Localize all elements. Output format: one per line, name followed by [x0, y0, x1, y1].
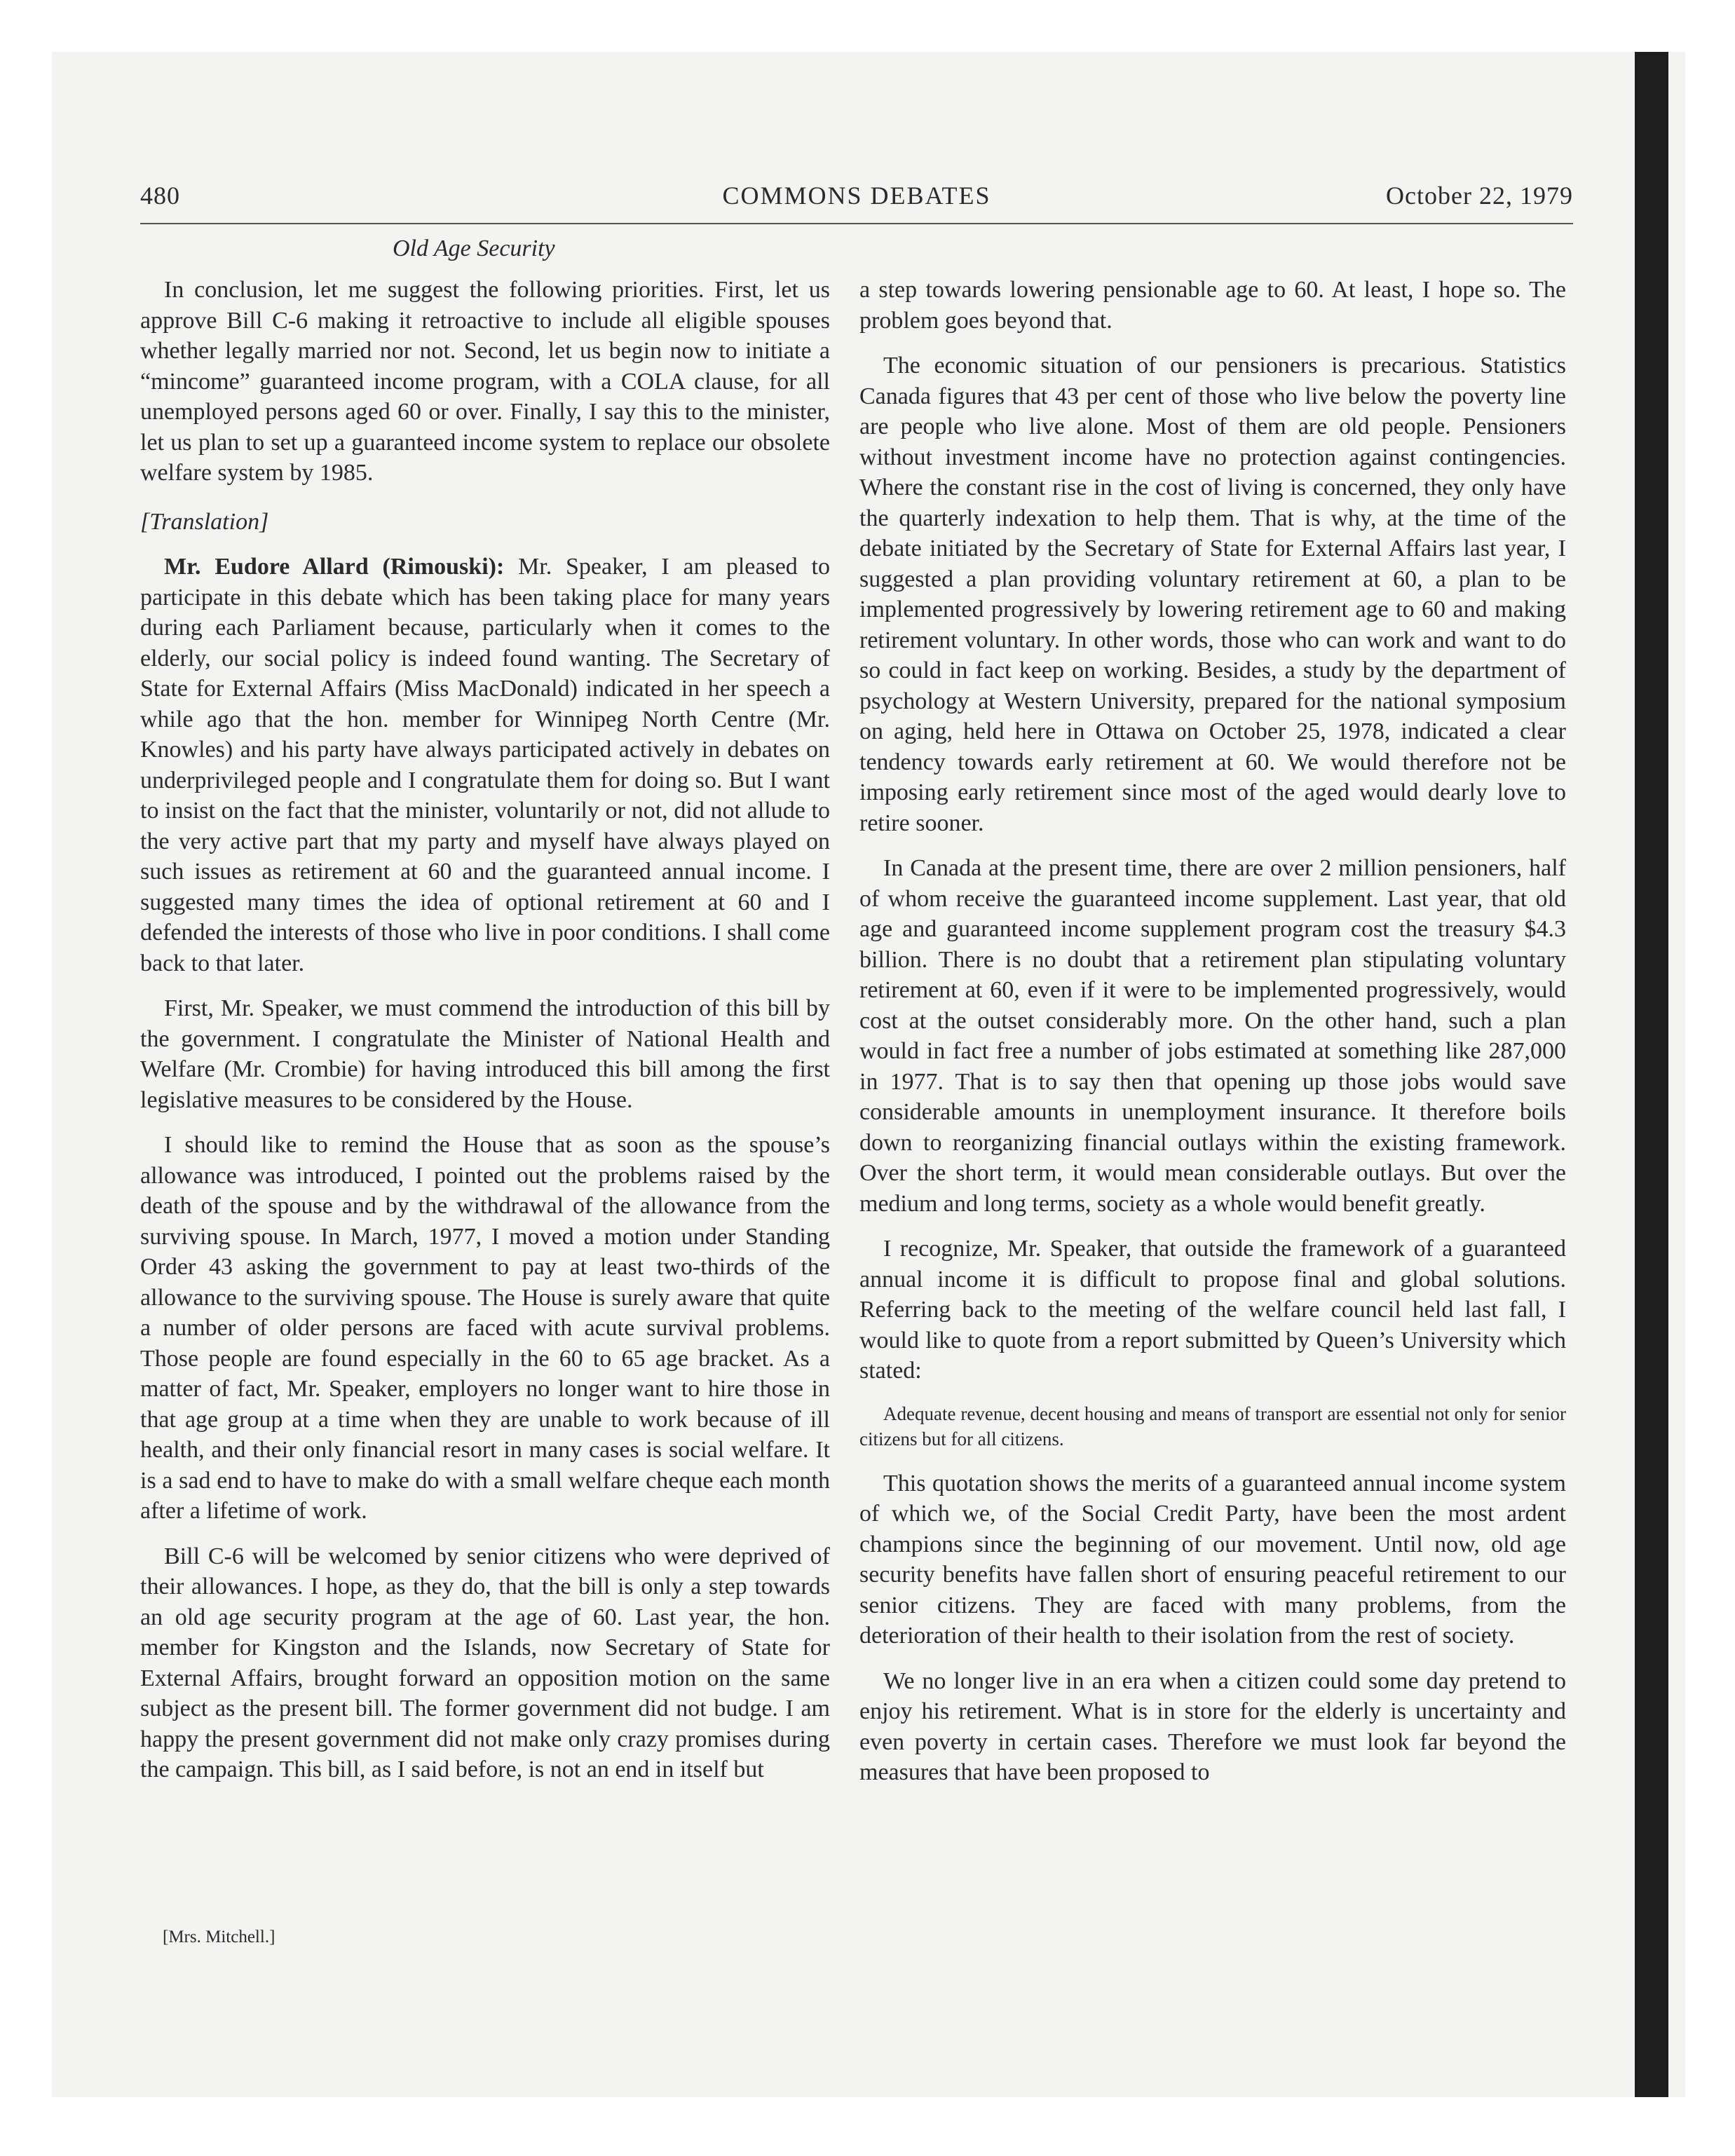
- paragraph: Bill C-6 will be welcomed by senior citizens who were deprived of their allowances. I hope, as they do, that the bill is only a step towards an old age security program at the age of 60. Last year, the hon. member for Kingston and the Islands, now Secretary of State for External Affairs, brought forward an opposition motion on the same subject as the present bill. The former government did not budge. I am happy the present government did not make only crazy promises during the campaign. This bill, as I said before, is not an end in itself but: [140, 1543, 830, 1782]
- paragraph: First, Mr. Speaker, we must commend the introduction of this bill by the government. I congratulate the Minister of National Health and Welfare (Mr. Crombie) for having introduced this bill among the first legislative measures to be considered by the House.: [140, 995, 830, 1113]
- paragraph-continued: a step towards lowering pensionable age to 60. At least, I hope so. The problem goes beyond that.: [859, 277, 1566, 334]
- paragraph: In conclusion, let me suggest the following priorities. First, let us approve Bill C-6 making it retroactive to include all eligible spouses whether legally married nor not. Second, let us begin now to initiate a “mincome” guaranteed income program, with a COLA clause, for all unemployed persons aged 60 or over. Finally, I say this to the minister, let us plan to set up a guaranteed income system to replace our obsolete welfare system by 1985.: [140, 277, 830, 486]
- paragraph: I should like to remind the House that as soon as the spouse’s allowance was introduced, I pointed out the problems raised by the death of the spouse and by the withdrawal of the allowance from the surviving spouse. In March, 1977, I moved a motion under Standing Order 43 asking the government to pay at least two-thirds of the allowance to the surviving spouse. The House is surely aware that quite a number of older persons are faced with acute survival problems. Those people are found especially in the 60 to 65 age bracket. As a matter of fact, Mr. Speaker, employers no longer want to hire those in that age group at a time when they are unable to work because of ill health, and their only financial resort in many cases is social welfare. It is a sad end to have to make do with a small welfare cheque each month after a lifetime of work.: [140, 1132, 830, 1524]
- block-quote: Adequate revenue, decent housing and means of transport are essential not only for senior citizens but for all citizens.: [859, 1403, 1566, 1449]
- left-column: [140, 275, 830, 1800]
- page-number: 480: [140, 182, 180, 210]
- paragraph: [140, 552, 830, 978]
- publication-title: COMMONS DEBATES: [722, 182, 991, 210]
- translation-label: [Translation]: [140, 508, 269, 535]
- paragraph: We no longer live in an era when a citizen could some day pretend to enjoy his retirement. What is in store for the elderly is uncertainty and even poverty in certain cases. Therefore we must look far beyond the measures that have been proposed to: [859, 1667, 1566, 1785]
- speaker-name: Mr. Eudore Allard (Rimouski):: [164, 554, 505, 580]
- paragraph: This quotation shows the merits of a guaranteed annual income system of which we, of the Social Credit Party, have been the most ardent champions since the beginning of our movement. Until now, old age security benefits have fallen short of ensuring peaceful retirement to our senior citizens. They are faced with many problems, from the deterioration of their health to their isolation from the rest of society.: [859, 1470, 1566, 1649]
- speech-text: Mr. Speaker, I am pleased to participate in this debate which has been taking place for many years during each Parliament because, particularly when it comes to the elderly, our social policy is indeed found wanting. The Secretary of State for External Affairs (Miss MacDonald) indicated in her speech a while ago that the hon. member for Winnipeg North Centre (Mr. Knowles) and his party have always participated actively in debates on underprivileged people and I congratulate them for doing so. But I want to insist on the fact that the minister, voluntarily or not, did not allude to the very active part that my party and myself have always played on such issues as retirement at 60 and the guaranteed annual income. I suggested many times the idea of optional retirement at 60 and I defended the interests of those who live in poor conditions. I shall come back to that later.: [140, 554, 830, 976]
- paragraph: The economic situation of our pensioners is precarious. Statistics Canada figures that 43 per cent of those who live below the poverty line are people who live alone. Most of them are old people. Pensioners without investment income have no protection against contingencies. Where the constant rise in the cost of living is concerned, they only have the quarterly indexation to help them. That is why, at the time of the debate initiated by the Secretary of State for External Affairs last year, I suggested a plan providing voluntary retirement at 60, a plan to be implemented progressively by lowering retirement age to 60 and making retirement voluntary. In other words, those who can work and want to do so could in fact keep on working. Besides, a study by the department of psychology at Western University, prepared for the national symposium on aging, held here in Ottawa on October 25, 1978, indicated a clear tendency towards early retirement at 60. We would therefore not be imposing early retirement since most of the aged would dearly love to retire sooner.: [859, 353, 1566, 836]
- paragraph: I recognize, Mr. Speaker, that outside the framework of a guaranteed annual income it is difficult to propose final and global solutions. Referring back to the meeting of the welfare council held last fall, I would like to quote from a report submitted by Queen’s University which stated:: [859, 1236, 1566, 1384]
- page-header: [140, 181, 1573, 224]
- paragraph: In Canada at the present time, there are over 2 million pensioners, half of whom receive the guaranteed income supplement. Last year, that old age and guaranteed income supplement program cost the treasury $4.3 billion. There is no doubt that a retirement plan stipulating voluntary retirement at 60, even if it were to be implemented progressively, would cost at the outset considerably more. On the other hand, such a plan would in fact free a number of jobs estimated at something like 287,000 in 1977. That is to say then that opening up those jobs would save considerable amounts in unemployment insurance. It therefore boils down to reorganizing financial outlays within the existing framework. Over the short term, it would mean considerable outlays. But over the medium and long terms, society as a whole would benefit greatly.: [859, 855, 1566, 1217]
- speaker-footnote: [Mrs. Mitchell.]: [163, 1928, 275, 1946]
- issue-date: October 22, 1979: [1386, 182, 1573, 210]
- right-column: [859, 275, 1566, 1803]
- scan-edge-shadow: [1635, 52, 1668, 2097]
- section-topic: Old Age Security: [393, 236, 555, 261]
